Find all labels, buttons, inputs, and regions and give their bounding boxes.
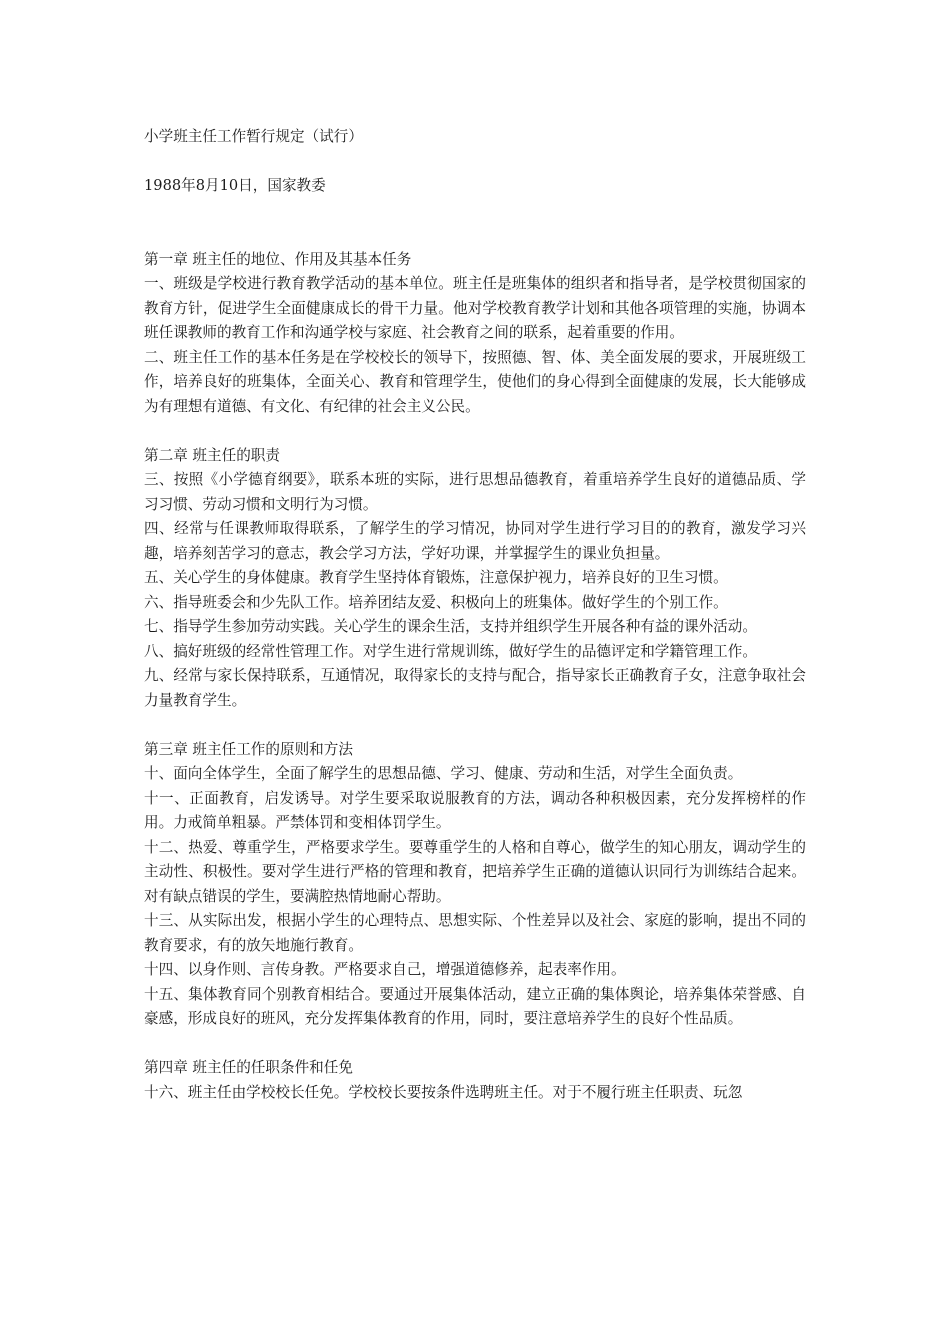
chapter-1 xyxy=(144,248,806,420)
paragraph: 四、经常与任课教师取得联系，了解学生的学习情况，协同对学生进行学习目的的教育，激发学习兴趣，培养刻苦学习的意志，教会学习方法，学好功课，并掌握学生的课业负担量。 xyxy=(144,520,806,562)
paragraph: 七、指导学生参加劳动实践。关心学生的课余生活，支持并组织学生开展各种有益的课外活动。 xyxy=(144,618,757,635)
paragraph: 十一、正面教育，启发诱导。对学生要采取说服教育的方法，调动各种积极因素，充分发挥榜样的作用。力戒简单粗暴。严禁体罚和变相体罚学生。 xyxy=(144,789,806,831)
paragraph: 八、搞好班级的经常性管理工作。对学生进行常规训练，做好学生的品德评定和学籍管理工作。 xyxy=(144,642,757,660)
paragraph: 一、班级是学校进行教育教学活动的基本单位。班主任是班集体的组织者和指导者，是学校贯彻国家的教育方针，促进学生全面健康成长的骨干力量。他对学校教育教学计划和其他各项管理的实施，协调本班任课教师的教育工作和沟通学校与家庭、社会教育之间的联系，起着重要的作用。 xyxy=(144,275,806,341)
paragraph: 十二、热爱、尊重学生，严格要求学生。要尊重学生的人格和自尊心，做学生的知心朋友，调动学生的主动性、积极性。要对学生进行严格的管理和教育，把培养学生正确的道德认识同行为训练结合起来。对有缺点错误的学生，要满腔热情地耐心帮助。 xyxy=(144,838,806,905)
document-title: 小学班主任工作暂行规定（试行） xyxy=(144,128,363,145)
paragraph: 六、指导班委会和少先队工作。培养团结友爱、积极向上的班集体。做好学生的个别工作。 xyxy=(144,593,728,611)
paragraph: 十三、从实际出发，根据小学生的心理特点、思想实际、个性差异以及社会、家庭的影响，提出不同的教育要求，有的放矢地施行教育。 xyxy=(144,912,806,954)
document-date-line: 1988年8月10日，国家教委 xyxy=(144,177,326,194)
paragraph: 五、关心学生的身体健康。教育学生坚持体育锻炼，注意保护视力，培养良好的卫生习惯。 xyxy=(144,569,728,586)
paragraph: 十六、班主任由学校校长任免。学校校长要按条件选聘班主任。对于不履行班主任职责、玩忽 xyxy=(144,1083,743,1101)
paragraph: 三、按照《小学德育纲要》，联系本班的实际，进行思想品德教育，着重培养学生良好的道德品质、学习习惯、劳动习惯和文明行为习惯。 xyxy=(144,471,806,513)
chapter-4 xyxy=(144,1056,806,1105)
chapter-heading: 第二章 班主任的职责 xyxy=(144,446,280,464)
paragraph: 十、面向全体学生，全面了解学生的思想品德、学习、健康、劳动和生活，对学生全面负责。 xyxy=(144,765,743,782)
paragraph: 二、班主任工作的基本任务是在学校校长的领导下，按照德、智、体、美全面发展的要求，开展班级工作，培养良好的班集体，全面关心、教育和管理学生，使他们的身心得到全面健康的发展，长大能够成为有理想有道德、有文化、有纪律的社会主义公民。 xyxy=(144,348,806,415)
chapter-heading: 第三章 班主任工作的原则和方法 xyxy=(144,740,353,758)
paragraph: 十四、以身作则、言传身教。严格要求自己，增强道德修养，起表率作用。 xyxy=(144,961,626,978)
chapter-3 xyxy=(144,738,806,1032)
chapter-heading: 第一章 班主任的地位、作用及其基本任务 xyxy=(144,250,412,268)
chapter-2 xyxy=(144,444,806,714)
chapter-heading: 第四章 班主任的任职条件和任免 xyxy=(144,1059,353,1076)
document-page xyxy=(144,125,806,1105)
paragraph: 九、经常与家长保持联系，互通情况，取得家长的支持与配合，指导家长正确教育子女，注意争取社会力量教育学生。 xyxy=(144,667,806,709)
paragraph: 十五、集体教育同个别教育相结合。要通过开展集体活动，建立正确的集体舆论，培养集体荣誉感、自豪感，形成良好的班风，充分发挥集体教育的作用，同时，要注意培养学生的良好个性品质。 xyxy=(144,985,806,1027)
